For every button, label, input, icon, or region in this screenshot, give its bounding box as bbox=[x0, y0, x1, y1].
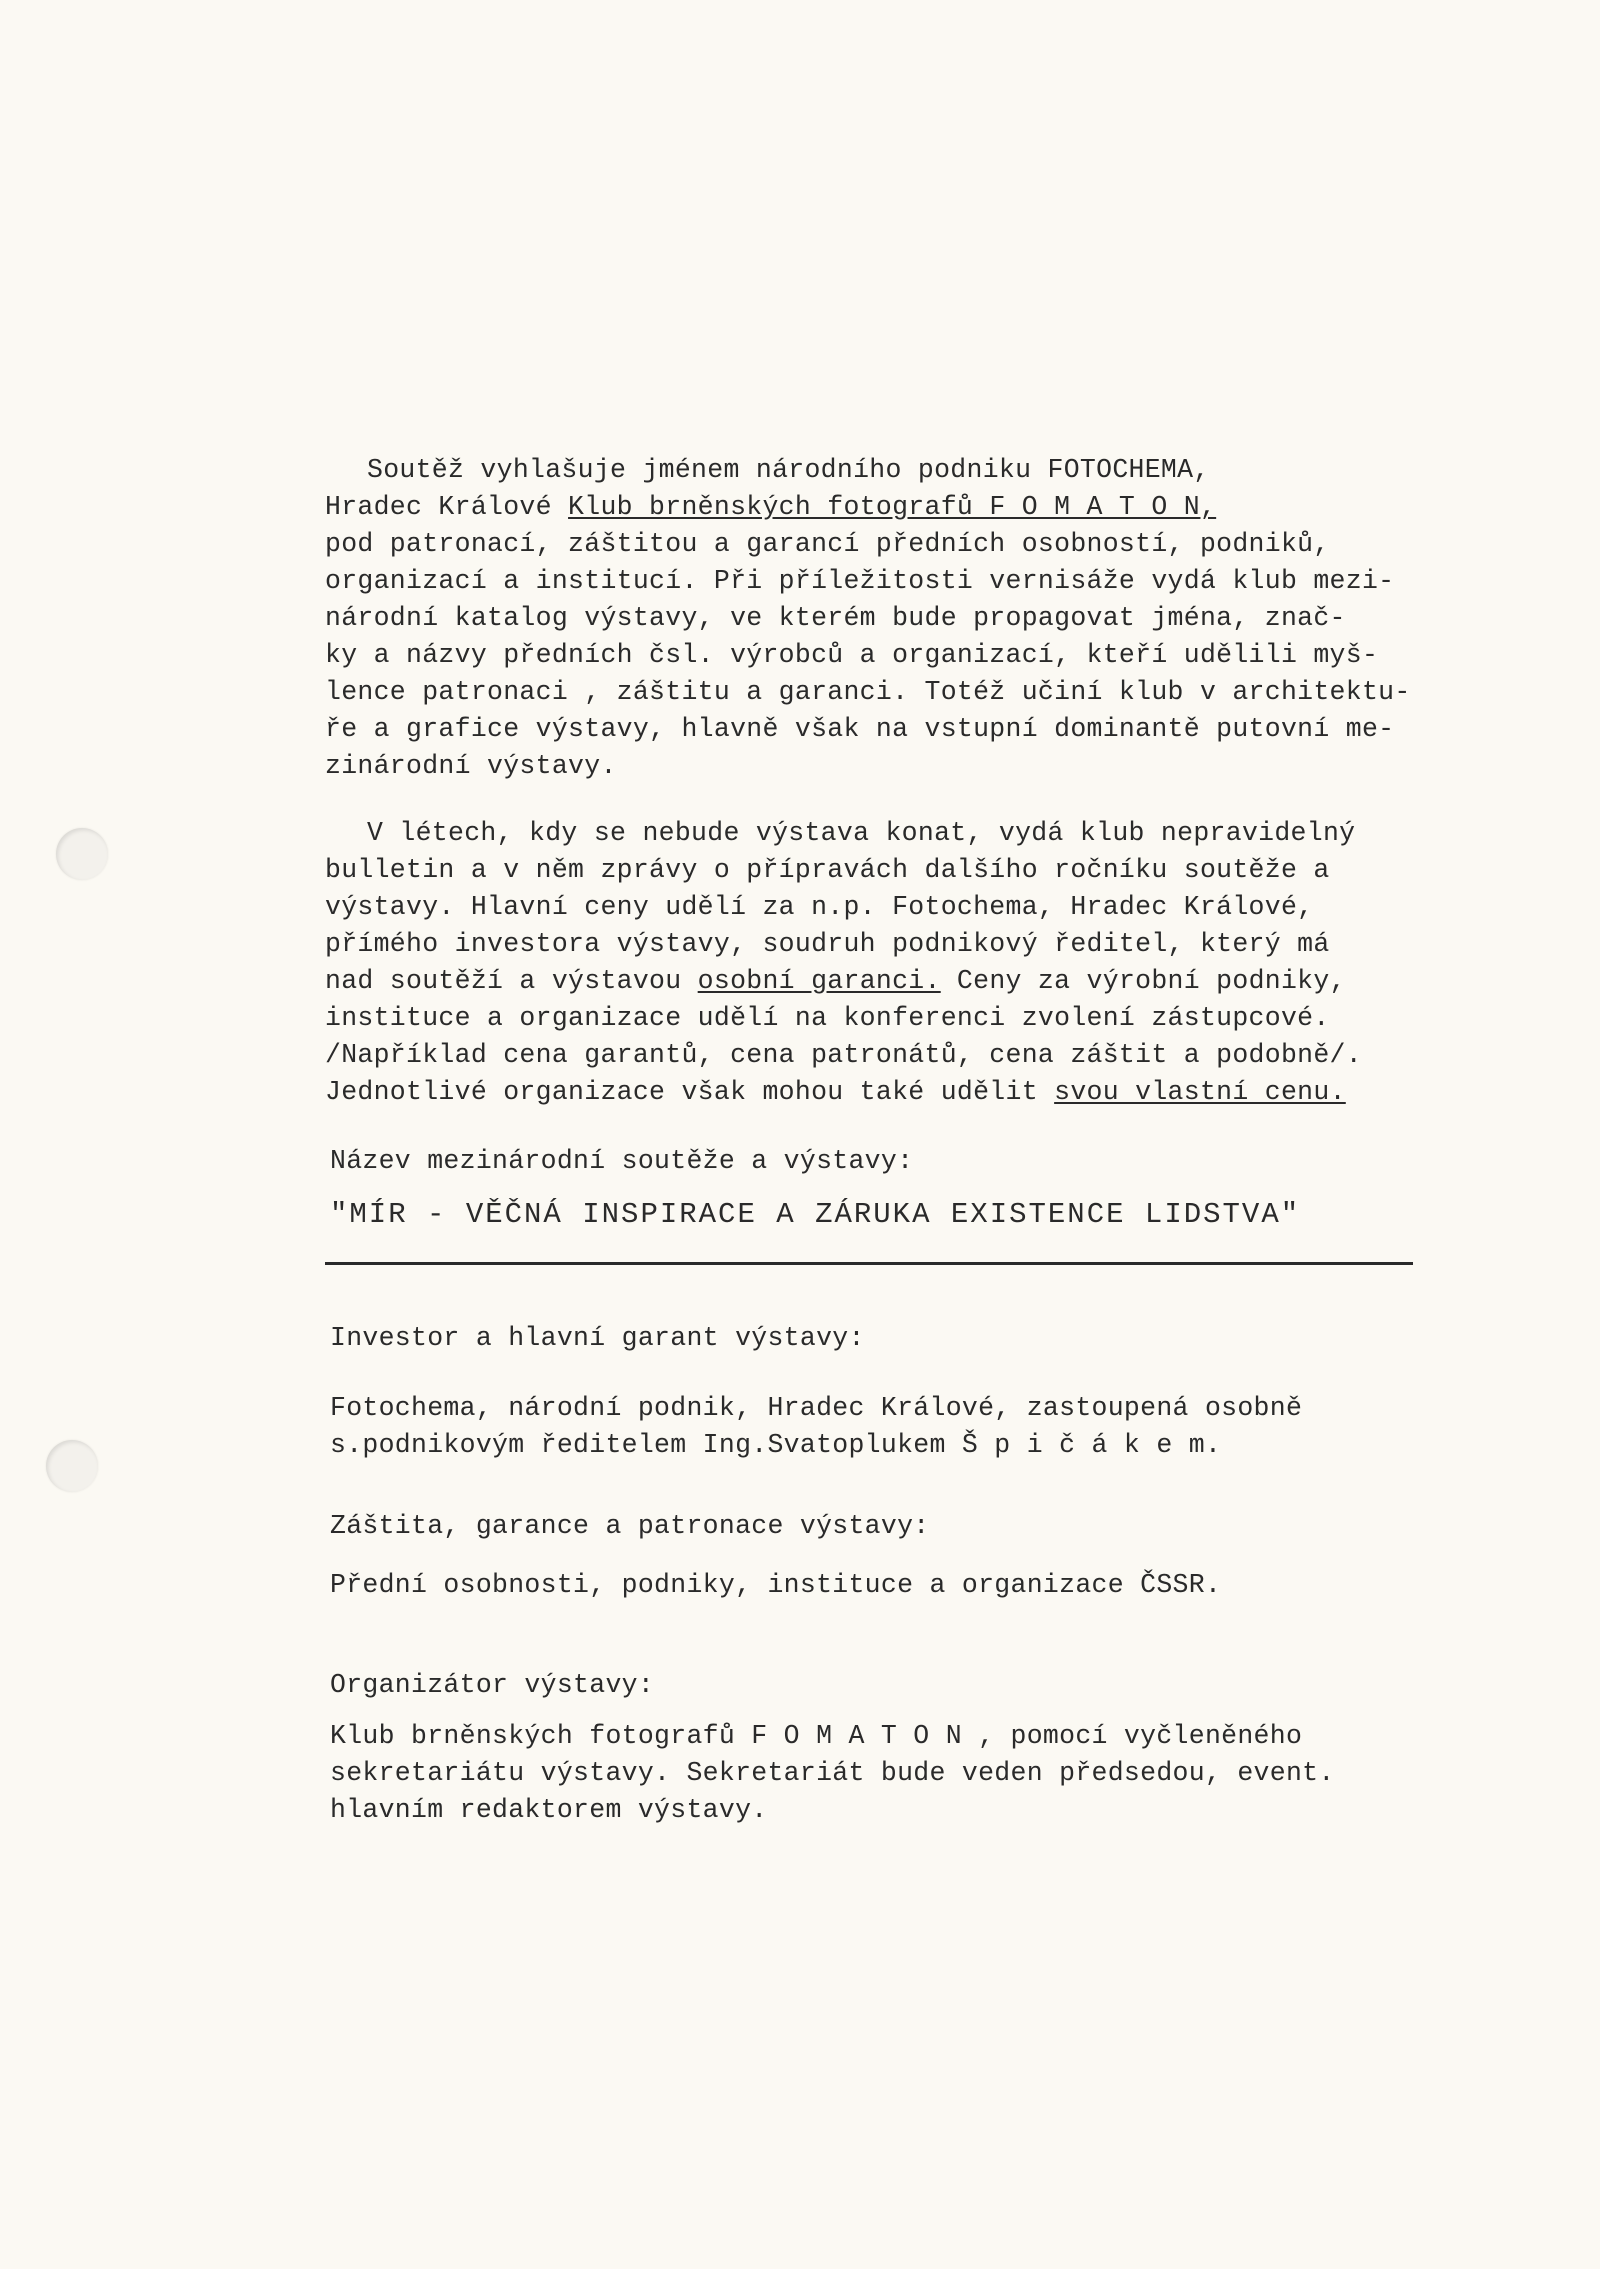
text-line: /Například cena garantů, cena patronátů, cena záštit a podobně/. bbox=[325, 1040, 1362, 1070]
text-line: Soutěž vyhlašuje jménem národního podniku FOTOCHEMA, bbox=[367, 455, 1210, 485]
text-fragment: Ceny za výrobní podniky, bbox=[956, 966, 1346, 996]
organizer-heading: Organizátor výstavy: bbox=[330, 1670, 655, 1700]
text-line bbox=[325, 1074, 1455, 1111]
personal-guarantee-underlined: osobní garanci. bbox=[697, 966, 941, 996]
intro-paragraph bbox=[325, 452, 1455, 785]
text-line: V létech, kdy se nebude výstava konat, vydá klub nepravidelný bbox=[367, 818, 1356, 848]
patronage-heading: Záštita, garance a patronace výstavy: bbox=[330, 1511, 930, 1541]
text-line: výstavy. Hlavní ceny udělí za n.p. Fotochema, Hradec Králové, bbox=[325, 892, 1314, 922]
competition-name-label: Název mezinárodní soutěže a výstavy: bbox=[330, 1146, 914, 1176]
competition-title: "MÍR - VĚČNÁ INSPIRACE A ZÁRUKA EXISTENCE LIDSTVA" bbox=[330, 1198, 1301, 1231]
text-line bbox=[325, 489, 1455, 526]
text-line bbox=[325, 963, 1455, 1000]
text-line: bulletin a v něm zprávy o přípravách dalšího ročníku soutěže a bbox=[325, 855, 1330, 885]
own-prize-underlined: svou vlastní cenu. bbox=[1054, 1077, 1346, 1107]
text-fragment: nad soutěží a výstavou bbox=[325, 966, 682, 996]
text-line: národní katalog výstavy, ve kterém bude propagovat jména, znač- bbox=[325, 603, 1346, 633]
title-divider bbox=[325, 1262, 1413, 1265]
punch-hole bbox=[46, 1440, 98, 1492]
text-fragment: s.podnikovým ředitelem Ing.Svatoplukem bbox=[330, 1430, 946, 1460]
text-line: Klub brněnských fotografů F O M A T O N , pomocí vyčleněného bbox=[330, 1721, 1303, 1751]
text-line: přímého investora výstavy, soudruh podnikový ředitel, který má bbox=[325, 929, 1330, 959]
text-line: sekretariátu výstavy. Sekretariát bude veden předsedou, event. bbox=[330, 1758, 1335, 1788]
club-name-underlined: Klub brněnských fotografů F O M A T O N, bbox=[568, 492, 1217, 522]
punch-hole bbox=[56, 828, 108, 880]
investor-body bbox=[330, 1390, 1460, 1464]
organizer-body bbox=[330, 1718, 1460, 1829]
text-line: ře a grafice výstavy, hlavně však na vstupní dominantě putovní me- bbox=[325, 714, 1395, 744]
text-line: organizací a institucí. Při příležitosti vernisáže vydá klub mezi- bbox=[325, 566, 1395, 596]
text-line: ky a názvy předních čsl. výrobců a organizací, kteří udělili myš- bbox=[325, 640, 1379, 670]
prizes-paragraph bbox=[325, 815, 1455, 1111]
patronage-body: Přední osobnosti, podniky, instituce a organizace ČSSR. bbox=[330, 1570, 1222, 1600]
text-line: instituce a organizace udělí na konferenci zvolení zástupcové. bbox=[325, 1003, 1330, 1033]
director-name: Š p i č á k e m. bbox=[961, 1430, 1222, 1460]
text-fragment: Hradec Králové bbox=[325, 492, 552, 522]
text-line bbox=[330, 1427, 1460, 1464]
text-line: zinárodní výstavy. bbox=[325, 751, 617, 781]
text-fragment: Jednotlivé organizace však mohou také udělit bbox=[325, 1077, 1038, 1107]
text-line: hlavním redaktorem výstavy. bbox=[330, 1795, 768, 1825]
text-line: Fotochema, národní podnik, Hradec Králové, zastoupená osobně bbox=[330, 1393, 1303, 1423]
text-line: lence patronaci , záštitu a garanci. Totéž učiní klub v architektu- bbox=[325, 677, 1411, 707]
investor-heading: Investor a hlavní garant výstavy: bbox=[330, 1323, 865, 1353]
text-line: pod patronací, záštitou a garancí předních osobností, podniků, bbox=[325, 529, 1330, 559]
